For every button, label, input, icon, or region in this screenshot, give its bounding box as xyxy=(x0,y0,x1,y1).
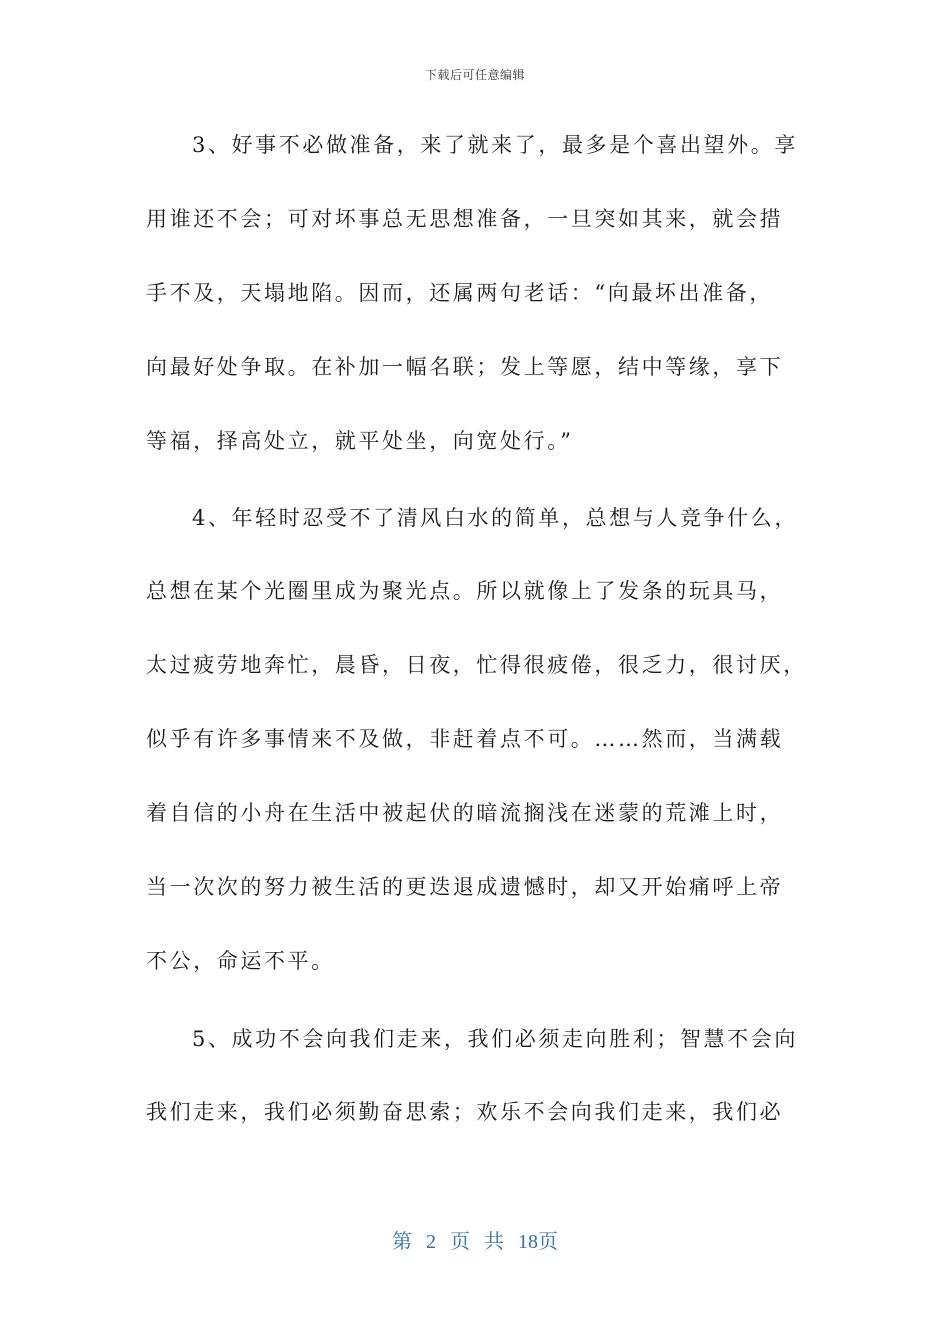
paragraph-4-line-5: 着自信的小舟在生活中被起伏的暗流搁浅在迷蒙的荒滩上时， xyxy=(146,801,784,825)
page-footer xyxy=(0,1225,950,1254)
paragraph-3-line-1: 3、好事不必做准备，来了就来了，最多是个喜出望外。享 xyxy=(192,133,798,157)
paragraph-3-line-4: 向最好处争取。在补加一幅名联；发上等愿，结中等缘，享下 xyxy=(146,355,784,379)
paragraph-5-line-2: 我们走来，我们必须勤奋思索；欢乐不会向我们走来，我们必 xyxy=(146,1100,784,1124)
paragraph-4-line-6: 当一次次的努力被生活的更迭退成遗憾时，却又开始痛呼上帝 xyxy=(146,875,784,899)
footer-label-di: 第 xyxy=(392,1231,412,1253)
footer-current-page: 2 xyxy=(426,1231,436,1253)
footer-total-pages: 18页 xyxy=(518,1231,558,1253)
paragraph-4-line-1: 4、年轻时忍受不了清风白水的简单，总想与人竞争什么， xyxy=(192,506,798,530)
paragraph-4-line-7: 不公，命运不平。 xyxy=(146,949,335,973)
paragraph-5-line-1: 5、成功不会向我们走来，我们必须走向胜利；智慧不会向 xyxy=(192,1027,798,1051)
paragraph-3-line-3: 手不及，天塌地陷。因而，还属两句老话：“向最坏出准备， xyxy=(146,281,773,305)
paragraph-3-line-2: 用谁还不会；可对坏事总无思想准备，一旦突如其来，就会措 xyxy=(146,207,784,231)
footer-label-ye: 页 xyxy=(450,1231,470,1253)
paragraph-4-line-4: 似乎有许多事情来不及做，非赶着点不可。……然而，当满载 xyxy=(146,727,784,751)
paragraph-4-line-2: 总想在某个光圈里成为聚光点。所以就像上了发条的玩具马， xyxy=(146,579,784,603)
paragraph-4-line-3: 太过疲劳地奔忙，晨昏，日夜，忙得很疲倦，很乏力，很讨厌， xyxy=(146,653,807,677)
page-header: 下载后可任意编辑 xyxy=(424,68,525,82)
footer-label-gong: 共 xyxy=(484,1231,504,1253)
paragraph-3-line-5: 等福，择高处立，就平处坐，向宽处行。” xyxy=(146,429,574,453)
